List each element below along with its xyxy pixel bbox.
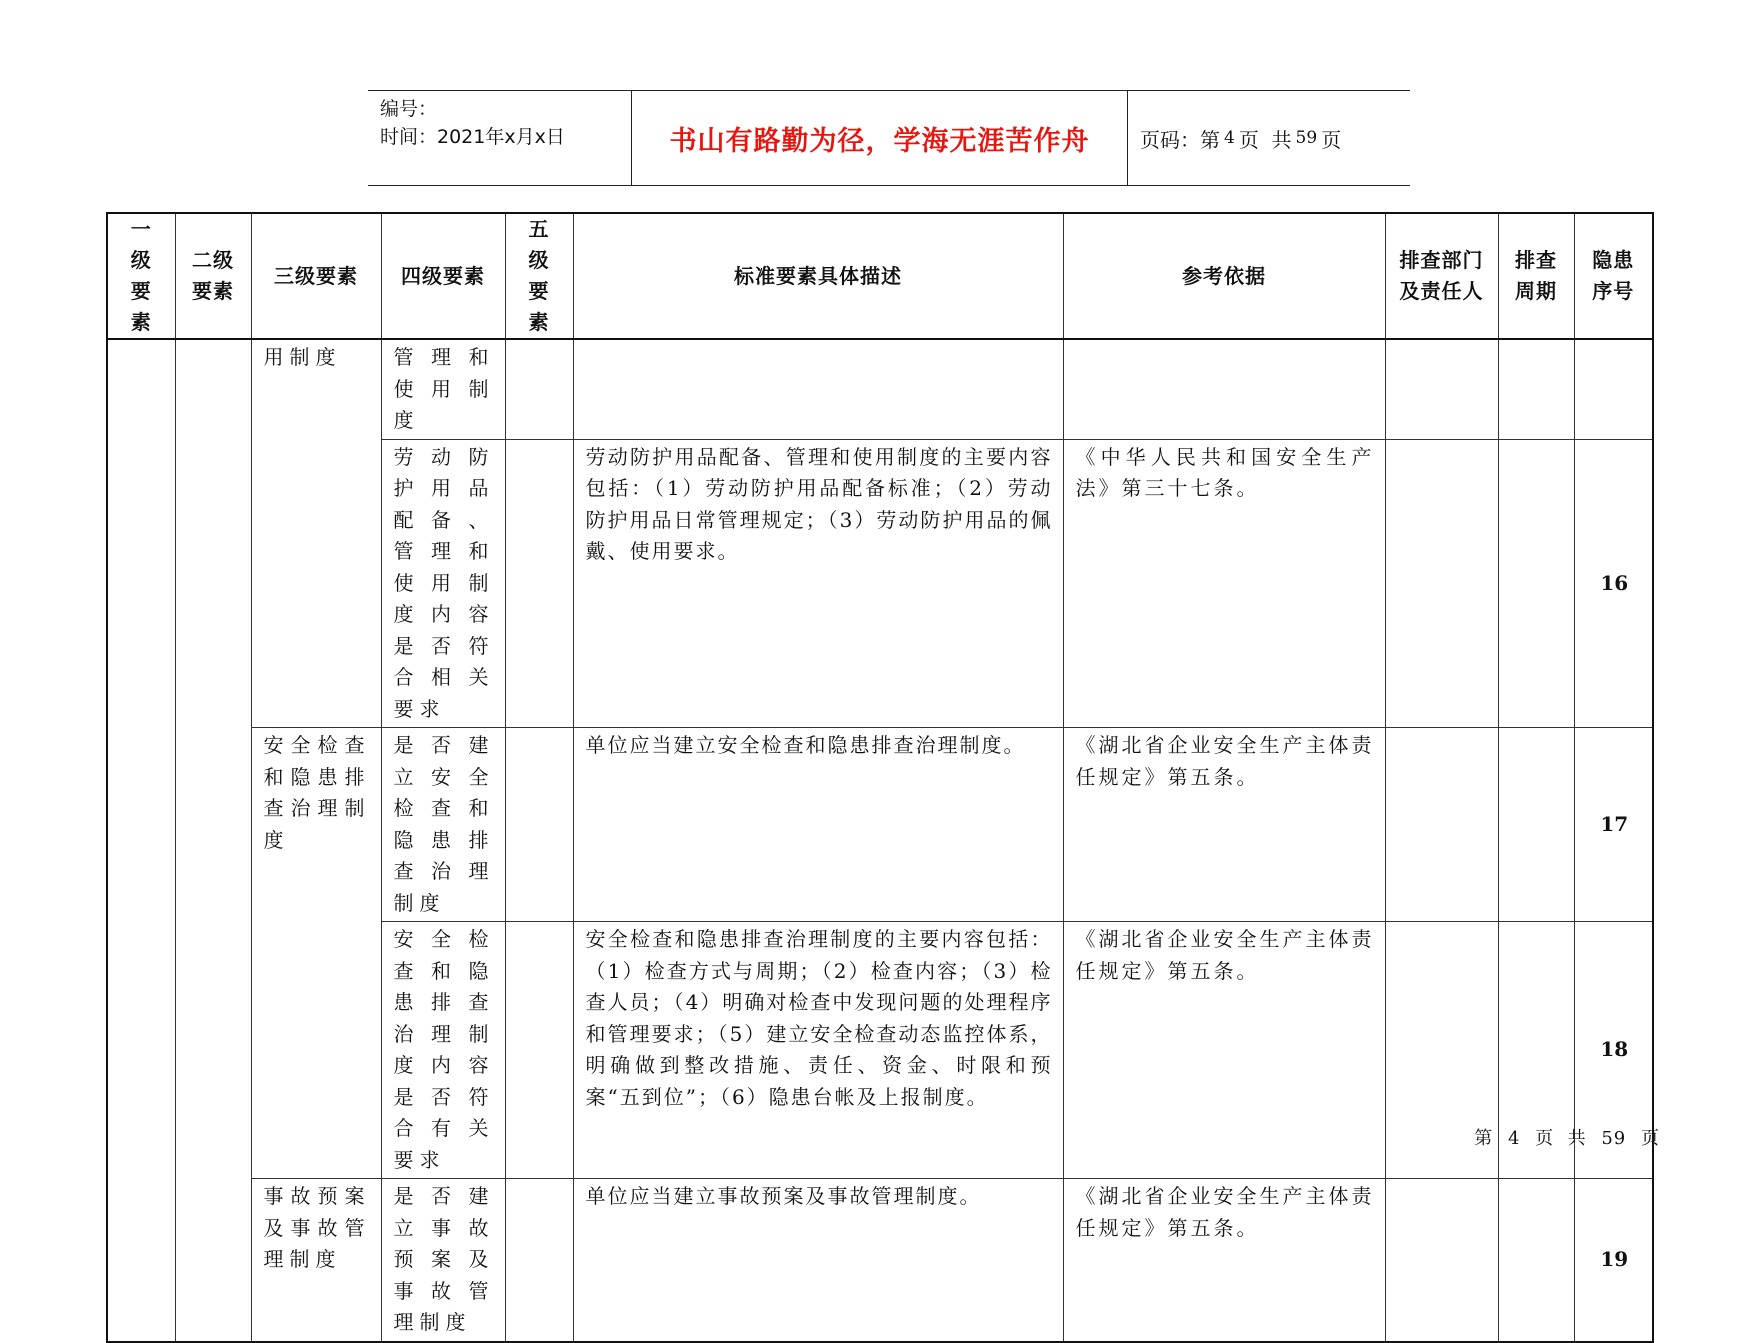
code-label: 编号： (380, 98, 438, 120)
inspection-table (106, 212, 1654, 1343)
footer-total: 59 (1601, 1128, 1627, 1149)
col-header-description: 标准要素具体描述 (573, 213, 1063, 339)
cell-hazard-no: 17 (1574, 728, 1653, 922)
cell-description: 劳动防护用品配备、管理和使用制度的主要内容包括：（1）劳动防护用品配备标准；（2）劳动防护用品日常管理规定；（3）劳动防护用品的佩戴、使用要求。 (573, 439, 1063, 728)
table-row (107, 728, 1653, 922)
col-header-level5: 五级要素 (505, 213, 573, 339)
footer-prefix: 第 (1474, 1128, 1494, 1149)
page-footer (1474, 1124, 1660, 1150)
cell-cycle (1498, 439, 1574, 728)
cell-level4: 管理和使用制度 (381, 339, 505, 439)
cell-description (573, 339, 1063, 439)
cell-department (1385, 439, 1498, 728)
cell-description: 安全检查和隐患排查治理制度的主要内容包括：（1）检查方式与周期；（2）检查内容；（3）检查人员；（4）明确对检查中发现问题的处理程序和管理要求；（5）建立安全检查动态监控体系，明确做到整改措施、责任、资金、时限和预案“五到位”；（6）隐患台帐及上报制度。 (573, 922, 1063, 1179)
header-meta (368, 91, 632, 185)
col-header-level1: 一级要素 (107, 213, 175, 339)
cell-level1 (107, 339, 175, 1342)
cell-level4: 是否建立安全检查和隐患排查治理制度 (381, 728, 505, 922)
cell-hazard-no: 16 (1574, 439, 1653, 728)
cell-level5 (505, 339, 573, 439)
page-total: 59 (1295, 128, 1318, 148)
cell-reference: 《湖北省企业安全生产主体责任规定》第五条。 (1063, 922, 1385, 1179)
table-row (107, 1179, 1653, 1342)
page-mid: 页 共 (1238, 127, 1292, 152)
cell-level5 (505, 439, 573, 728)
page-label: 页码：第 (1140, 127, 1220, 152)
table-header-row (107, 213, 1653, 339)
table-row (107, 339, 1653, 439)
cell-reference (1063, 339, 1385, 439)
footer-mid: 页 共 (1535, 1128, 1587, 1149)
header-motto: 书山有路勤为径，学海无涯苦作舟 (632, 91, 1128, 185)
cell-cycle (1498, 339, 1574, 439)
cell-level4: 安全检查和隐患排查治理制度内容是否符合有关要求 (381, 922, 505, 1179)
cell-description: 单位应当建立安全检查和隐患排查治理制度。 (573, 728, 1063, 922)
cell-hazard-no: 19 (1574, 1179, 1653, 1342)
cell-level5 (505, 728, 573, 922)
col-header-department: 排查部门及责任人 (1385, 213, 1498, 339)
time-label: 时间：2021年x月x日 (380, 126, 565, 148)
cell-department (1385, 1179, 1498, 1342)
col-header-hazard-no: 隐患序号 (1574, 213, 1653, 339)
cell-level5 (505, 922, 573, 1179)
col-header-level4: 四级要素 (381, 213, 505, 339)
cell-level2 (175, 339, 251, 1342)
col-header-level3: 三级要素 (251, 213, 381, 339)
cell-reference: 《湖北省企业安全生产主体责任规定》第五条。 (1063, 728, 1385, 922)
cell-cycle (1498, 1179, 1574, 1342)
page-current: 4 (1224, 128, 1235, 148)
page-end: 页 (1321, 127, 1342, 152)
cell-level3: 事故预案及事故管理制度 (251, 1179, 381, 1342)
cell-description: 单位应当建立事故预案及事故管理制度。 (573, 1179, 1063, 1342)
col-header-cycle: 排查周期 (1498, 213, 1574, 339)
cell-cycle (1498, 728, 1574, 922)
cell-level3: 安全检查和隐患排查治理制度 (251, 728, 381, 1179)
cell-hazard-no: 18 (1574, 922, 1653, 1179)
footer-suffix: 页 (1641, 1128, 1660, 1149)
col-header-reference: 参考依据 (1063, 213, 1385, 339)
col-header-level2: 二级要素 (175, 213, 251, 339)
header-page-info (1128, 91, 1410, 185)
cell-level3: 用制度 (251, 339, 381, 728)
cell-department (1385, 339, 1498, 439)
document-header (368, 90, 1410, 186)
cell-reference: 《中华人民共和国安全生产法》第三十七条。 (1063, 439, 1385, 728)
cell-level4: 劳动防护用品配备、管理和使用制度内容是否符合相关要求 (381, 439, 505, 728)
cell-reference: 《湖北省企业安全生产主体责任规定》第五条。 (1063, 1179, 1385, 1342)
cell-level5 (505, 1179, 573, 1342)
cell-department (1385, 728, 1498, 922)
cell-hazard-no (1574, 339, 1653, 439)
cell-level4: 是否建立事故预案及事故管理制度 (381, 1179, 505, 1342)
footer-current: 4 (1507, 1128, 1521, 1149)
